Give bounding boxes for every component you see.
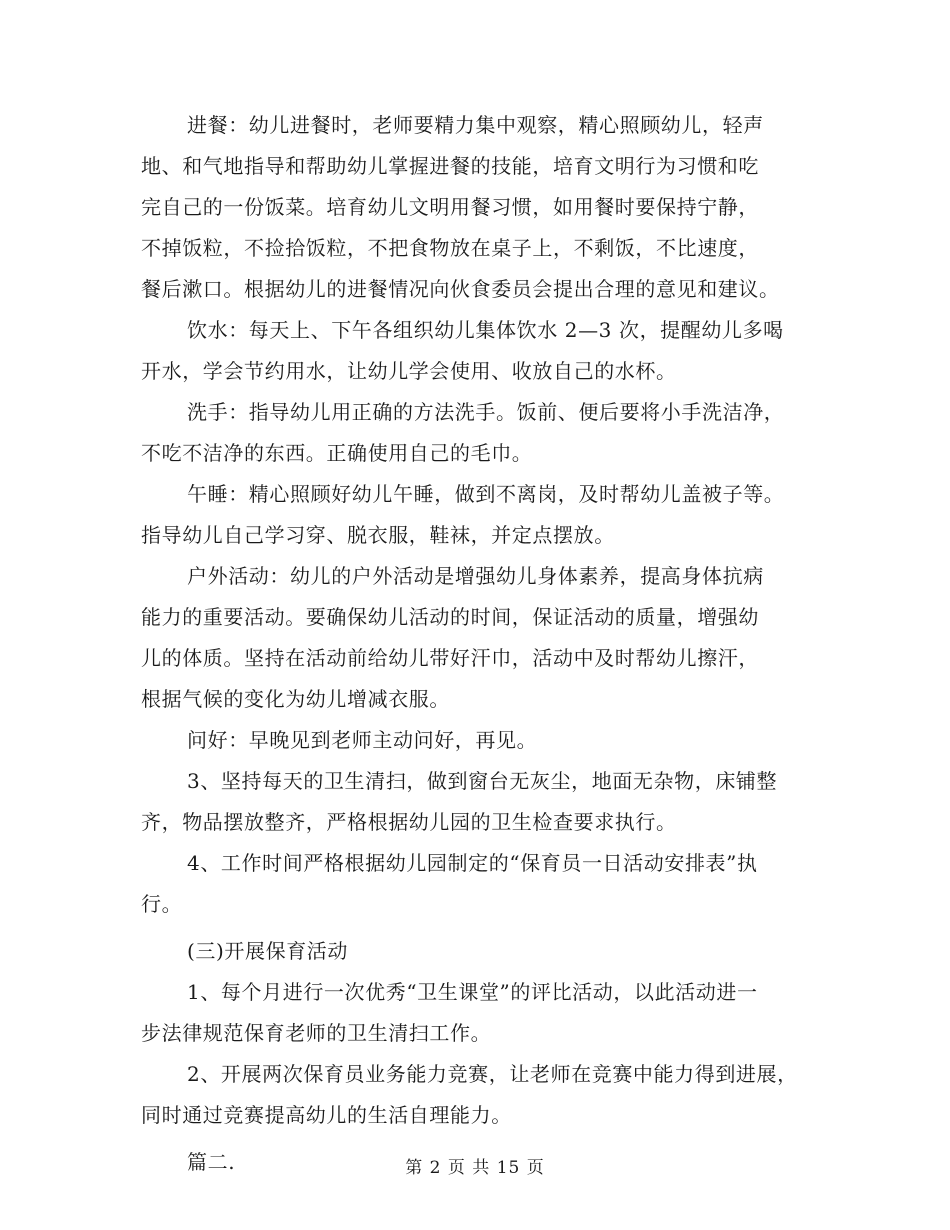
paragraph-line: 餐后漱口。根据幼儿的进餐情况向伙食委员会提出合理的意见和建议。 — [141, 277, 780, 301]
paragraph-line: 2、开展两次保育员业务能力竞赛，让老师在竞赛中能力得到进展， — [187, 1062, 798, 1086]
paragraph-line: 开水，学会节约用水，让幼儿学会使用、收放自己的水杯。 — [141, 359, 677, 383]
paragraph-line: 洗手：指导幼儿用正确的方法洗手。饭前、便后要将小手洗洁净， — [187, 400, 785, 424]
paragraph-line: 3、坚持每天的卫生清扫，做到窗台无灰尘，地面无杂物，床铺整 — [187, 769, 778, 793]
paragraph-line: 步法律规范保育老师的卫生清扫工作。 — [141, 1021, 492, 1045]
paragraph-line: 不掉饭粒，不捡拾饭粒，不把食物放在桌子上，不剩饭，不比速度， — [141, 236, 759, 260]
document-body — [141, 105, 816, 1183]
paragraph-line: 午睡：精心照顾好幼儿午睡，做到不离岗，及时帮幼儿盖被子等。 — [187, 482, 785, 506]
paragraph-line: 饮水：每天上、下午各组织幼儿集体饮水 2—3 次，提醒幼儿多喝 — [187, 318, 784, 342]
paragraph-line: 1、每个月进行一次优秀“卫生课堂”的评比活动，以此活动进一 — [187, 980, 758, 1004]
paragraph-line: 完自己的一份饭菜。培育幼儿文明用餐习惯，如用餐时要保持宁静， — [141, 195, 759, 219]
section-heading: (三)开展保育活动 — [187, 939, 349, 963]
paragraph-line: 户外活动：幼儿的户外活动是增强幼儿身体素养，提高身体抗病 — [187, 564, 764, 588]
paragraph-line: 地、和气地指导和帮助幼儿掌握进餐的技能，培育文明行为习惯和吃 — [141, 154, 759, 178]
paragraph-line: 4、工作时间严格根据幼儿园制定的“保育员一日活动安排表”执 — [187, 851, 758, 875]
paragraph-line: 齐，物品摆放整齐，严格根据幼儿园的卫生检查要求执行。 — [141, 810, 677, 834]
section-heading: 篇二. — [187, 1150, 236, 1174]
paragraph-line: 不吃不洁净的东西。正确使用自己的毛巾。 — [141, 441, 533, 465]
paragraph-line: 指导幼儿自己学习穿、脱衣服，鞋袜，并定点摆放。 — [141, 523, 615, 547]
paragraph-line: 进餐：幼儿进餐时，老师要精力集中观察，精心照顾幼儿，轻声 — [187, 113, 764, 137]
paragraph-line: 能力的重要活动。要确保幼儿活动的时间，保证活动的质量，增强幼 — [141, 605, 759, 629]
paragraph-line: 儿的体质。坚持在活动前给幼儿带好汗巾，活动中及时帮幼儿擦汗， — [141, 646, 759, 670]
paragraph-line: 问好：早晚见到老师主动问好，再见。 — [187, 728, 538, 752]
paragraph-line: 行。 — [141, 892, 183, 916]
paragraph-line: 根据气候的变化为幼儿增减衣服。 — [141, 687, 450, 711]
paragraph-line: 同时通过竞赛提高幼儿的生活自理能力。 — [141, 1103, 512, 1127]
page-number-footer: 第 2 页 共 15 页 — [405, 1158, 545, 1178]
